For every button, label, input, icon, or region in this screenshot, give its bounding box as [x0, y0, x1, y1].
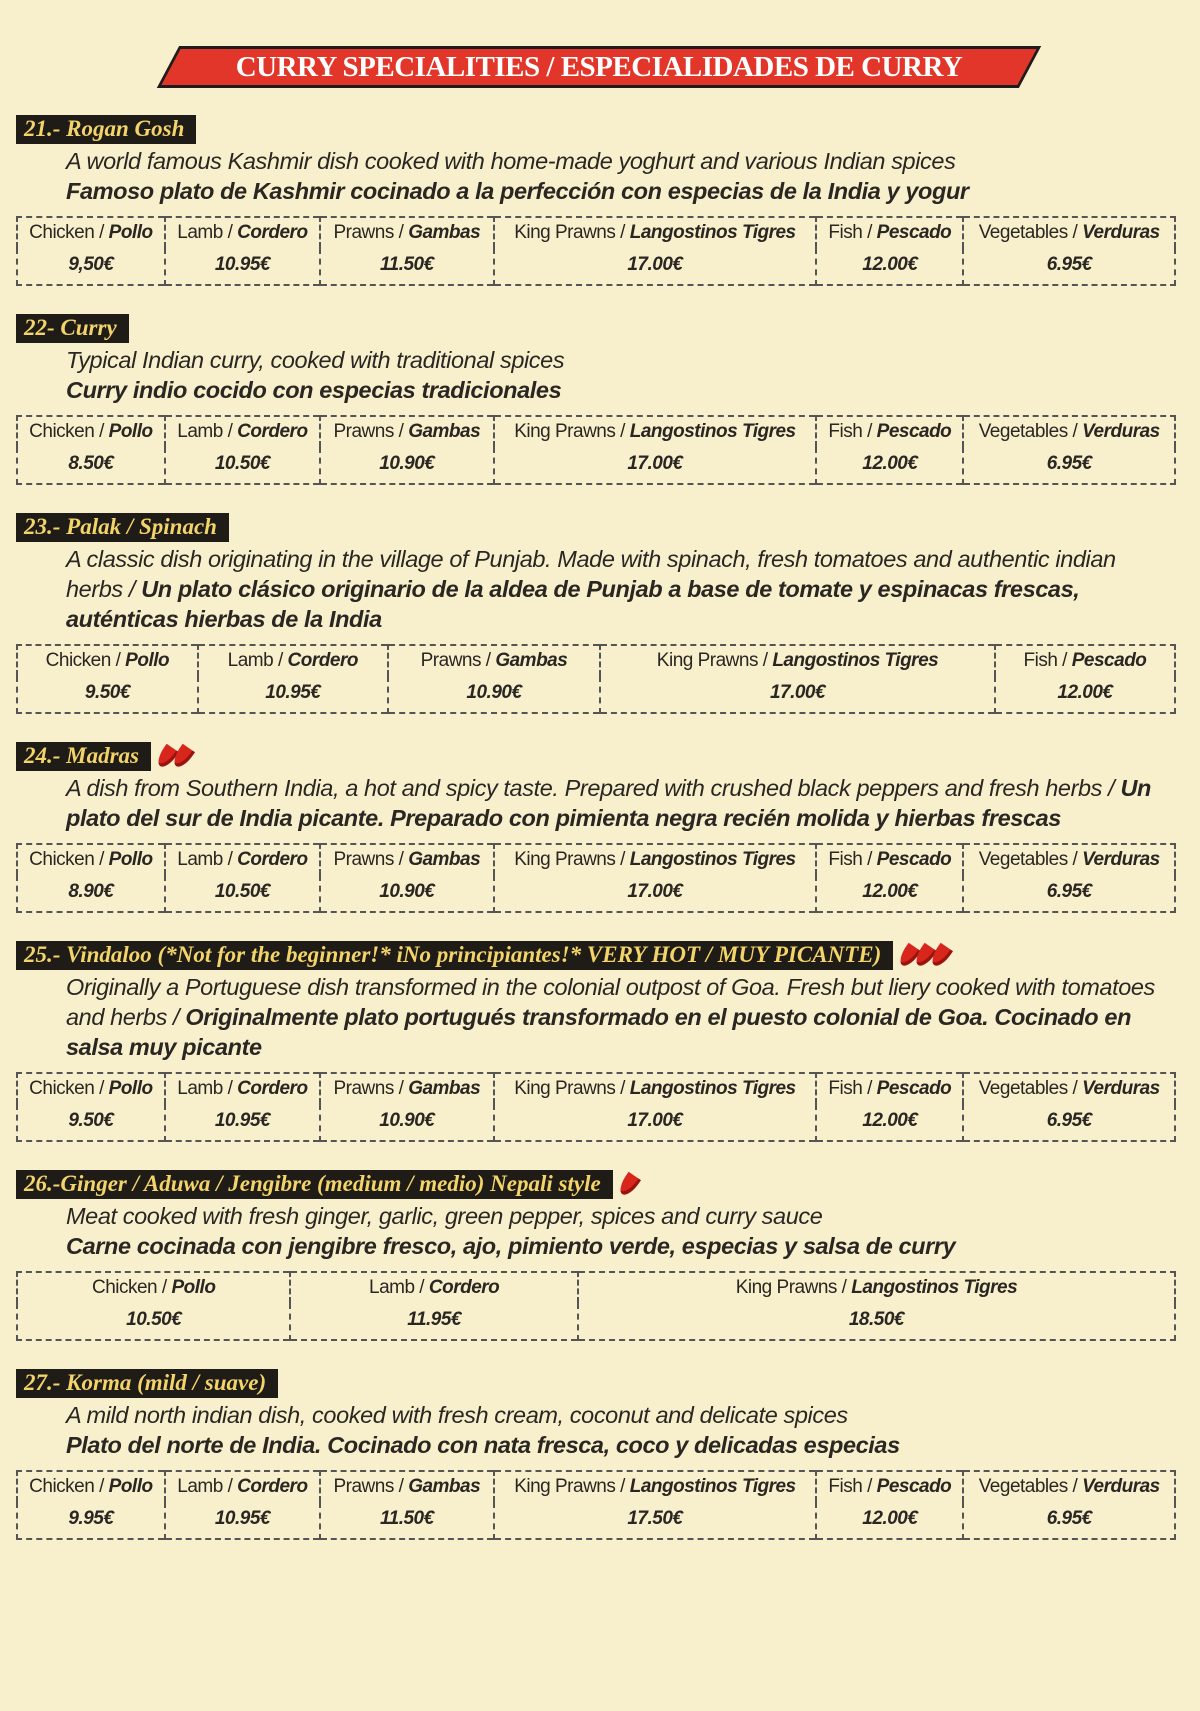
option-row [17, 1471, 1175, 1502]
option-es: Cordero [237, 222, 308, 243]
option-price: 17.00€ [494, 1104, 817, 1141]
description-en: A mild north indian dish, cooked with fresh cream, coconut and delicate spices [66, 1402, 848, 1428]
option-es: Verduras [1082, 222, 1160, 243]
option-en: Vegetables [978, 1476, 1068, 1497]
option-price: 10.90€ [388, 676, 600, 713]
menu-section [16, 941, 1176, 1142]
menu-list [16, 115, 1176, 1568]
menu-section [16, 513, 1176, 714]
option-en: Lamb [177, 421, 223, 442]
option-es: Langostinos Tigres [629, 1078, 796, 1099]
dish-title: 22- Curry [16, 314, 129, 343]
option-price: 11.50€ [320, 248, 493, 285]
option-es: Pescado [876, 421, 952, 442]
dish-description [66, 1400, 1176, 1460]
option-es: Pescado [876, 1078, 952, 1099]
price-table [16, 415, 1176, 485]
chili-pepper-icon [928, 942, 953, 969]
price-row [17, 1104, 1175, 1141]
option-es: Langostinos Tigres [629, 222, 796, 243]
dish-title: 21.- Rogan Gosh [16, 115, 196, 144]
option-price: 10.95€ [165, 1104, 320, 1141]
option-price: 10.95€ [165, 248, 320, 285]
description-es: Un plato del sur de India picante. Preparado con pimienta negra recién molida y hierbas frescas [66, 775, 1151, 831]
menu-section [16, 115, 1176, 286]
option-en: Fish [828, 1476, 863, 1497]
dish-title: 23.- Palak / Spinach [16, 513, 229, 542]
option-price: 9,50€ [68, 254, 114, 275]
chili-pepper-icons [901, 945, 948, 967]
option-es: Langostinos Tigres [629, 1476, 796, 1497]
price-row [17, 676, 1175, 713]
description-en: A classic dish originating in the village of Punjab. Made with spinach, fresh tomatoes and authentic indian herbs / [66, 546, 1116, 602]
section-header [16, 115, 1176, 144]
option-price: 10.50€ [165, 447, 320, 484]
option-es: Pollo [108, 421, 153, 442]
option-price: 11.95€ [290, 1303, 577, 1340]
option-label: Fish / Pescado [816, 1073, 963, 1104]
option-label: Fish / Pescado [816, 1471, 963, 1502]
option-es: Pescado [876, 222, 952, 243]
option-es: Pescado [876, 849, 952, 870]
price-table [16, 1072, 1176, 1142]
option-price: 12.00€ [816, 248, 963, 285]
option-price: 10.95€ [198, 676, 388, 713]
option-price: 6.95€ [963, 875, 1175, 912]
option-en: Vegetables [978, 1078, 1068, 1099]
option-en: King Prawns [514, 1476, 616, 1497]
dish-title: 24.- Madras [16, 742, 151, 771]
option-en: Fish [828, 222, 863, 243]
dish-description [66, 544, 1176, 634]
option-price: 10.95€ [165, 1502, 320, 1539]
dish-title: 27.- Korma (mild / suave) [16, 1369, 278, 1398]
dish-title: 26.-Ginger / Aduwa / Jengibre (medium / medio) Nepali style [16, 1170, 613, 1199]
option-price: 12.00€ [816, 1104, 963, 1141]
option-es: Pollo [108, 1476, 153, 1497]
option-en: Lamb [177, 1078, 223, 1099]
price-row [17, 1502, 1175, 1539]
option-price: 18.50€ [578, 1303, 1175, 1340]
menu-section [16, 314, 1176, 485]
section-header [16, 314, 1176, 343]
option-es: Cordero [287, 650, 358, 671]
price-row [17, 447, 1175, 484]
option-label: Lamb / Cordero [198, 645, 388, 676]
option-label: Chicken / Pollo [29, 222, 153, 243]
option-es: Langostinos Tigres [772, 650, 939, 671]
option-label: Fish / Pescado [816, 217, 963, 248]
description-en: A world famous Kashmir dish cooked with home-made yoghurt and various Indian spices [66, 148, 956, 174]
option-es: Gambas [408, 222, 481, 243]
dish-description [66, 773, 1176, 833]
option-label: Lamb / Cordero [165, 416, 320, 447]
price-table [16, 216, 1176, 286]
option-price: 12.00€ [816, 1502, 963, 1539]
dish-description [66, 146, 1176, 206]
option-en: Chicken [29, 1078, 95, 1099]
option-es: Verduras [1082, 1476, 1160, 1497]
option-es: Verduras [1082, 421, 1160, 442]
option-es: Pollo [108, 222, 153, 243]
option-price: 10.90€ [320, 447, 493, 484]
description-en: Originally a Portuguese dish transformed in the colonial outpost of Goa. Fresh but liery cooked with tomatoes and herbs / [66, 974, 1155, 1030]
description-es: Curry indio cocido con especias tradicionales [66, 377, 562, 403]
option-label: Prawns / Gambas [320, 1073, 493, 1104]
option-en: Chicken [45, 650, 111, 671]
option-row [17, 1272, 1175, 1303]
description-es: Famoso plato de Kashmir cocinado a la perfección con especias de la India y yogur [66, 178, 969, 204]
menu-section [16, 742, 1176, 913]
option-en: King Prawns [514, 849, 616, 870]
option-row [17, 1073, 1175, 1104]
option-label: Prawns / Gambas [388, 645, 600, 676]
option-label: Prawns / Gambas [320, 844, 493, 875]
option-price: 6.95€ [963, 248, 1175, 285]
option-label: Lamb / Cordero [165, 1471, 320, 1502]
option-es: Langostinos Tigres [629, 849, 796, 870]
price-row [17, 1303, 1175, 1340]
option-label: King Prawns / Langostinos Tigres [494, 844, 817, 875]
option-label: Prawns / Gambas [320, 217, 493, 248]
price-row [17, 248, 1175, 285]
option-row [17, 844, 1175, 875]
option-label: King Prawns / Langostinos Tigres [494, 416, 817, 447]
section-header [16, 742, 1176, 771]
chili-pepper-icons [159, 746, 190, 768]
option-label: Vegetables / Verduras [963, 1471, 1175, 1502]
option-row [17, 217, 1175, 248]
section-header [16, 1369, 1176, 1398]
option-price: 9.50€ [68, 1110, 114, 1131]
option-price: 10.50€ [165, 875, 320, 912]
option-price: 17.00€ [600, 676, 995, 713]
option-row [17, 645, 1175, 676]
dish-description [66, 1201, 1176, 1261]
description-es: Carne cocinada con jengibre fresco, ajo, pimiento verde, especias y salsa de curry [66, 1233, 956, 1259]
option-label: King Prawns / Langostinos Tigres [494, 1471, 817, 1502]
option-label: Chicken / Pollo [29, 421, 153, 442]
option-label: Chicken / Pollo [45, 650, 170, 671]
option-en: Chicken [29, 222, 95, 243]
description-es: Un plato clásico originario de la aldea de Punjab a base de tomate y espinacas frescas, auténticas hierbas de la India [66, 576, 1080, 632]
option-label: Vegetables / Verduras [963, 217, 1175, 248]
price-table [16, 644, 1176, 714]
option-label: Lamb / Cordero [165, 844, 320, 875]
option-en: Fish [828, 1078, 863, 1099]
option-en: Fish [828, 421, 863, 442]
option-label: King Prawns / Langostinos Tigres [578, 1272, 1175, 1303]
option-label: Lamb / Cordero [290, 1272, 577, 1303]
option-en: Chicken [29, 849, 95, 870]
option-label: Chicken / Pollo [29, 1078, 153, 1099]
option-label: Chicken / Pollo [29, 1476, 153, 1497]
option-label: King Prawns / Langostinos Tigres [494, 1073, 817, 1104]
option-price: 12.00€ [816, 875, 963, 912]
option-label: Lamb / Cordero [165, 217, 320, 248]
description-en: Typical Indian curry, cooked with traditional spices [66, 347, 565, 373]
option-en: Lamb [177, 849, 223, 870]
option-en: Chicken [29, 421, 95, 442]
option-en: Lamb [227, 650, 274, 671]
option-price: 10.90€ [320, 1104, 493, 1141]
dish-description [66, 345, 1176, 405]
option-label: Prawns / Gambas [320, 1471, 493, 1502]
option-label: Chicken / Pollo [91, 1277, 216, 1298]
option-price: 11.50€ [320, 1502, 493, 1539]
option-en: Lamb [177, 1476, 223, 1497]
option-price: 9.95€ [68, 1508, 114, 1529]
option-en: Lamb [369, 1277, 415, 1298]
option-es: Verduras [1082, 849, 1160, 870]
price-table [16, 843, 1176, 913]
option-es: Gambas [408, 421, 481, 442]
option-en: Prawns [333, 1078, 394, 1099]
option-es: Gambas [408, 1476, 481, 1497]
option-en: Vegetables [978, 222, 1068, 243]
option-row [17, 416, 1175, 447]
option-es: Cordero [237, 1078, 308, 1099]
option-en: Vegetables [978, 421, 1068, 442]
option-label: Chicken / Pollo [29, 849, 153, 870]
menu-section [16, 1369, 1176, 1540]
option-label: Vegetables / Verduras [963, 1073, 1175, 1104]
option-en: Prawns [333, 222, 394, 243]
option-price: 6.95€ [963, 1502, 1175, 1539]
price-table [16, 1271, 1176, 1341]
option-es: Gambas [408, 1078, 481, 1099]
description-en: A dish from Southern India, a hot and spicy taste. Prepared with crushed black peppers and fresh herbs / [66, 775, 1115, 801]
option-price: 8.90€ [68, 881, 114, 902]
option-en: Fish [828, 849, 863, 870]
option-price: 17.50€ [494, 1502, 817, 1539]
option-en: Prawns [420, 650, 481, 671]
option-en: Prawns [333, 849, 394, 870]
price-row [17, 875, 1175, 912]
option-label: Fish / Pescado [995, 645, 1175, 676]
chili-pepper-icons [621, 1174, 636, 1196]
option-price: 17.00€ [494, 447, 817, 484]
option-price: 17.00€ [494, 875, 817, 912]
option-price: 10.50€ [126, 1309, 182, 1330]
option-en: King Prawns [656, 650, 758, 671]
price-table [16, 1470, 1176, 1540]
option-en: Vegetables [978, 849, 1068, 870]
option-price: 6.95€ [963, 447, 1175, 484]
option-label: King Prawns / Langostinos Tigres [494, 217, 817, 248]
section-header [16, 941, 1176, 970]
option-es: Pescado [1071, 650, 1147, 671]
option-price: 17.00€ [494, 248, 817, 285]
option-label: Lamb / Cordero [165, 1073, 320, 1104]
option-price: 6.95€ [963, 1104, 1175, 1141]
section-header [16, 1170, 1176, 1199]
option-en: Prawns [333, 421, 394, 442]
option-es: Pollo [171, 1277, 216, 1298]
option-es: Cordero [237, 1476, 308, 1497]
option-en: King Prawns [514, 222, 616, 243]
option-label: Fish / Pescado [816, 844, 963, 875]
description-es: Plato del norte de India. Cocinado con nata fresca, coco y delicadas especias [66, 1432, 900, 1458]
option-en: King Prawns [735, 1277, 837, 1298]
option-es: Pollo [108, 849, 153, 870]
option-label: Prawns / Gambas [320, 416, 493, 447]
option-es: Pollo [125, 650, 170, 671]
option-es: Cordero [237, 849, 308, 870]
page-title: CURRY SPECIALITIES / ESPECIALIDADES DE CURRY [235, 51, 963, 83]
option-label: Vegetables / Verduras [963, 844, 1175, 875]
option-label: King Prawns / Langostinos Tigres [600, 645, 995, 676]
option-en: Lamb [177, 222, 223, 243]
dish-title: 25.- Vindaloo (*Not for the beginner!* iNo principiantes!* VERY HOT / MUY PICANTE) [16, 941, 893, 970]
option-label: Fish / Pescado [816, 416, 963, 447]
option-label: Vegetables / Verduras [963, 416, 1175, 447]
option-en: Fish [1023, 650, 1058, 671]
option-en: Prawns [333, 1476, 394, 1497]
option-en: Chicken [91, 1277, 158, 1298]
option-es: Verduras [1082, 1078, 1160, 1099]
option-price: 8.50€ [68, 453, 114, 474]
option-es: Pescado [876, 1476, 952, 1497]
option-es: Gambas [408, 849, 481, 870]
option-price: 12.00€ [816, 447, 963, 484]
section-header [16, 513, 1176, 542]
menu-section [16, 1170, 1176, 1341]
description-en: Meat cooked with fresh ginger, garlic, green pepper, spices and curry sauce [66, 1203, 823, 1229]
description-es: Originalmente plato portugués transformado en el puesto colonial de Goa. Cocinado en salsa muy picante [66, 1004, 1132, 1060]
chili-pepper-icon [616, 1171, 641, 1198]
option-en: King Prawns [514, 1078, 616, 1099]
option-es: Cordero [428, 1277, 500, 1298]
option-es: Langostinos Tigres [629, 421, 796, 442]
option-en: Chicken [29, 1476, 95, 1497]
option-price: 10.90€ [320, 875, 493, 912]
option-en: King Prawns [514, 421, 616, 442]
option-es: Gambas [495, 650, 568, 671]
option-price: 9.50€ [84, 682, 130, 703]
option-es: Cordero [237, 421, 308, 442]
option-price: 12.00€ [995, 676, 1175, 713]
option-es: Pollo [108, 1078, 153, 1099]
dish-description [66, 972, 1176, 1062]
option-es: Langostinos Tigres [851, 1277, 1018, 1298]
